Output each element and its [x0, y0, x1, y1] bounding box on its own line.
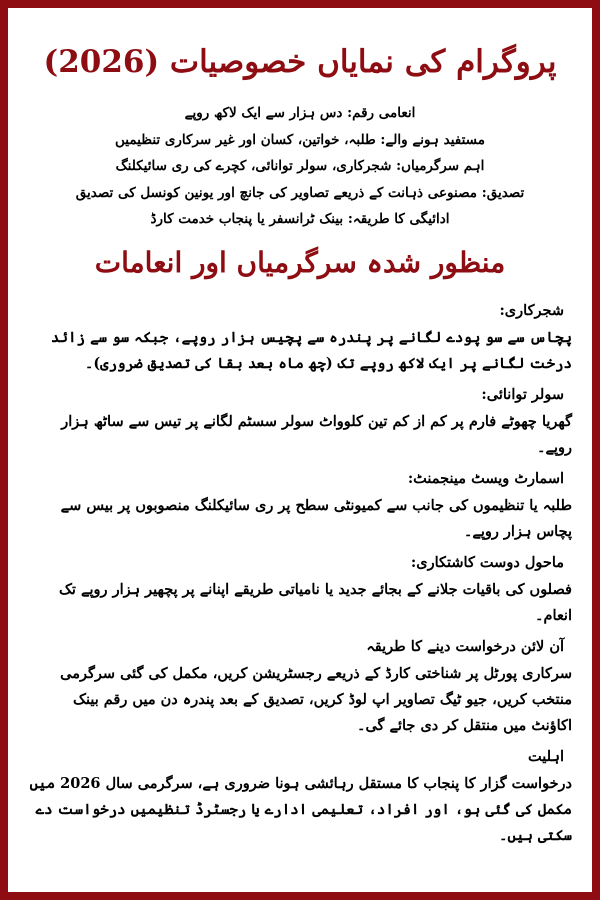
- section-title-activities: منظور شدہ سرگرمیاں اور انعامات: [94, 245, 506, 279]
- section-text: درخواست گزار کا پنجاب کا مستقل رہائشی ہونا ضروری ہے، سرگرمی سال 2026 میں مکمل کی گئی ہو، اور افراد، تعلیمی ادارے یا رجسٹرڈ تنظیمیں درخواست دے سکتی ہیں۔: [29, 774, 572, 844]
- section-heading: سولر توانائی:: [481, 385, 564, 403]
- section-heading: آن لائن درخواست دینے کا طریقہ: [366, 637, 564, 655]
- section-text: گھریا چھوٹے فارم پر کم از کم تین کلوواٹ سولر سسٹم لگانے پر تیس سے ساٹھ ہزار روپے۔: [61, 412, 572, 456]
- section-heading: شجرکاری:: [499, 301, 564, 319]
- section-heading: اسمارٹ ویسٹ مینجمنٹ:: [407, 469, 564, 487]
- section-solar-energy: [28, 381, 572, 461]
- section-text: طلبہ یا تنظیموں کی جانب سے کمیونٹی سطح پر ری سائیکلنگ منصوبوں پر بیس سے پچاس ہزار روپے۔: [60, 496, 572, 540]
- section-heading: ماحول دوست کاشتکاری:: [410, 553, 564, 571]
- section-heading: اہلیت: [528, 747, 564, 765]
- section-eligibility: [28, 743, 572, 849]
- section-text: فصلوں کی باقیات جلانے کے بجائے جدید یا نامیاتی طریقے اپنانے پر پچھیر ہزار روپے تک انعام۔: [58, 580, 572, 624]
- section-text: پچاس سے سو پودے لگانے پر پندرہ سے پچیس ہزار روپے، جبکہ سو سے زائد درخت لگانے پر ایک لاکھ روپے تک (چھ ماہ بعد بقا کی تصدیق ضروری)۔: [51, 328, 572, 372]
- activities-body: [8, 297, 592, 849]
- summary-main-activities: اہم سرگرمیاں: شجرکاری، سولر توانائی، کچرے کی ری سائیکلنگ: [115, 158, 485, 174]
- summary-verification: تصدیق: مصنوعی ذہانت کے ذریعے تصاویر کی جانچ اور یونین کونسل کی تصدیق: [75, 184, 525, 201]
- document-page: [8, 8, 592, 892]
- summary-payment-method: ادائیگی کا طریقہ: بینک ٹرانسفر یا پنجاب خدمت کارڈ: [150, 211, 450, 227]
- section-waste-management: [28, 465, 572, 545]
- feature-summary-list: [8, 100, 592, 233]
- section-eco-farming: [28, 549, 572, 629]
- summary-beneficiaries: مستفید ہونے والے: طلبہ، خواتین، کسان اور غیر سرکاری تنظیمیں: [115, 131, 485, 148]
- page-title: پروگرام کی نمایاں خصوصیات (2026): [43, 44, 557, 80]
- section-text: سرکاری پورٹل پر شناختی کارڈ کے ذریعے رجسٹریشن کریں، مکمل کی گئی سرگرمی منتخب کریں، جیو ٹیگ تصاویر اپ لوڈ کریں، تصدیق کے بعد پندرہ دن میں رقم بینک اکاؤنٹ میں منتقل کر دی جائے گی۔: [60, 664, 572, 734]
- section-online-application: [28, 633, 572, 739]
- section-tree-plantation: [28, 297, 572, 377]
- summary-prize-amount: انعامی رقم: دس ہزار سے ایک لاکھ روپے: [184, 105, 416, 121]
